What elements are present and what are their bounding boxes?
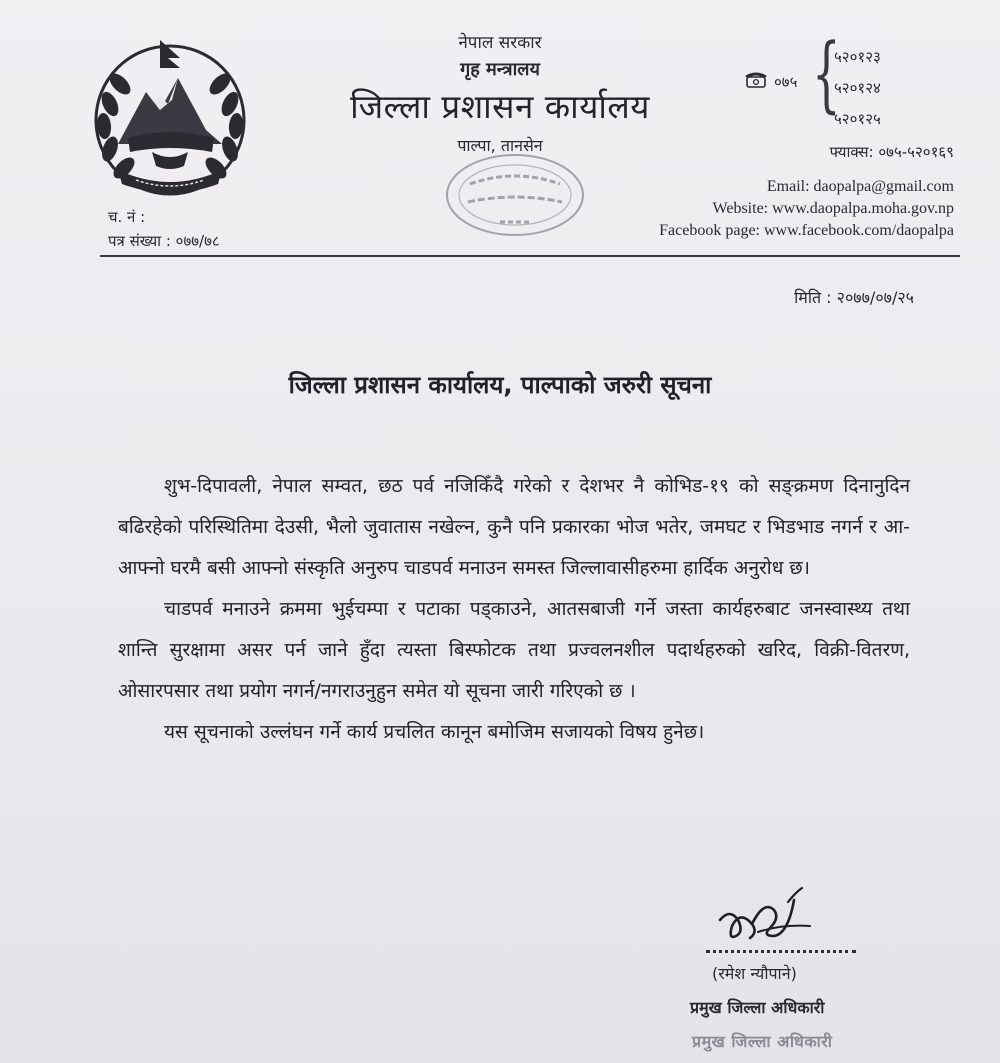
phone-list — [834, 42, 881, 135]
notice-title: जिल्ला प्रशासन कार्यालय, पाल्पाको जरुरी सूचना — [288, 371, 712, 399]
phone-number: ५२०१२५ — [834, 110, 881, 128]
reference-block — [108, 205, 220, 253]
notice-body — [118, 466, 910, 753]
paragraph: शुभ-दिपावली, नेपाल सम्वत, छठ पर्व नजिकिँदै गरेको र देशभर नै कोभिड-१९ को सङ्क्रमण दिनानुदिन बढिरहेको परिस्थितिमा देउसी, भैलो जुवातास नखेल्न, कुनै पनि प्रकारका भोज भतेर, जमघट र भिडभाड नगर्न र आ-आफ्नो घरमै बसी आफ्नो संस्कृति अनुरुप चाडपर्व मनाउन समस्त जिल्लावासीहरुमा हार्दिक अनुरोध छ। — [118, 475, 910, 579]
district-name: पाल्पा, तानसेन — [457, 136, 543, 155]
signatory-name: (रमेश न्यौपाने) — [712, 964, 797, 983]
facebook-page: Facebook page: www.facebook.com/daopalpa — [659, 222, 954, 239]
telephone-icon — [744, 70, 768, 88]
paragraph: चाडपर्व मनाउने क्रममा भुईचम्पा र पटाका पड्काउने, आतसबाजी गर्ने जस्ता कार्यहरुबाट जनस्वास्थ्य तथा शान्ति सुरक्षामा असर पर्न जाने हुँदा त्यस्ता बिस्फोटक तथा प्रज्वलनशील पदार्थहरुको खरिद, विक्री-वितरण, ओसारपसार तथा प्रयोग नगर्न/नगराउनुहुन समेत यो सूचना जारी गरिएको छ । — [118, 598, 910, 702]
letter-number: पत्र संख्या : ०७७/७८ — [108, 232, 220, 250]
phone-number: ५२०१२४ — [834, 79, 881, 97]
designation-stamp: प्रमुख जिल्ला अधिकारी — [692, 1032, 833, 1051]
phone-numbers — [724, 27, 954, 134]
phone-number: ५२०१२३ — [834, 48, 881, 66]
dispatch-number: च. नं : — [108, 208, 146, 226]
phone-brace: { — [812, 27, 841, 122]
header-divider — [100, 255, 960, 257]
fax-number: फ्याक्स: ०७५-५२०१६९ — [829, 143, 954, 161]
government-name: नेपाल सरकार — [458, 33, 542, 53]
office-name: जिल्ला प्रशासन कार्यालय — [350, 87, 650, 126]
letterhead — [290, 30, 710, 156]
email-address: Email: daopalpa@gmail.com — [766, 178, 954, 195]
office-stamp-icon — [440, 150, 590, 240]
phone-area-code: ०७५ — [774, 73, 798, 91]
paragraph: यस सूचनाको उल्लंघन गर्ने कार्य प्रचलित कानून बमोजिम सजायको विषय हुनेछ। — [164, 721, 705, 743]
nepal-emblem-icon — [88, 34, 253, 199]
signature-line — [706, 950, 856, 953]
online-contacts — [659, 176, 954, 242]
letter-date: मिति : २०७७/०७/२५ — [794, 288, 914, 307]
website-address: Website: www.daopalpa.moha.gov.np — [712, 200, 954, 217]
ministry-name: गृह मन्त्रालय — [460, 59, 540, 80]
signature-icon — [700, 880, 830, 960]
contact-block — [724, 27, 954, 161]
signatory-designation: प्रमुख जिल्ला अधिकारी — [690, 998, 825, 1017]
